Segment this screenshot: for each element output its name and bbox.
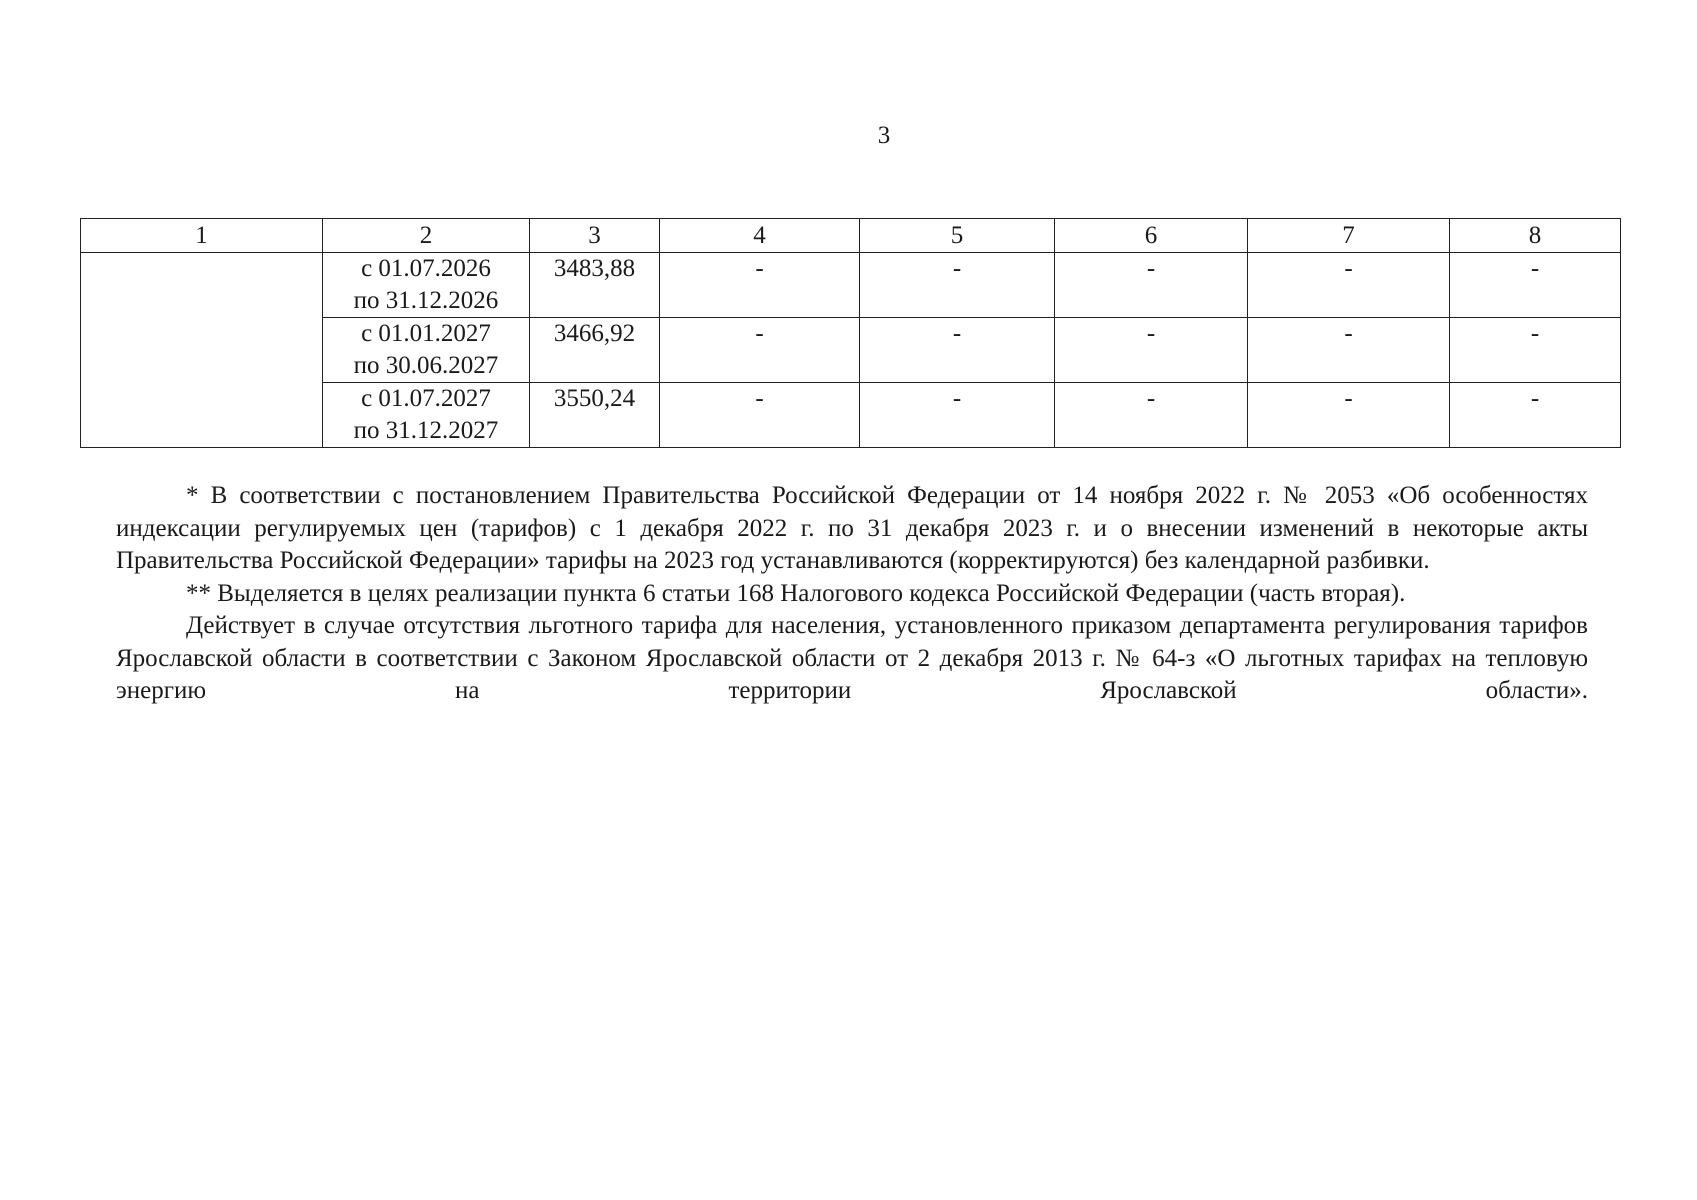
period-to: по 30.06.2027 [353, 352, 499, 379]
empty-value: - [660, 383, 860, 448]
empty-value: - [1248, 318, 1450, 383]
period-to: по 31.12.2026 [353, 287, 499, 314]
period-from: с 01.07.2026 [361, 255, 491, 282]
column-number-row [81, 219, 1621, 253]
column-number: 8 [1450, 219, 1621, 253]
empty-value: - [1450, 253, 1621, 318]
column-number: 4 [660, 219, 860, 253]
empty-value: - [1055, 253, 1248, 318]
period-cell [323, 318, 530, 383]
empty-value: - [1248, 383, 1450, 448]
empty-value: - [1248, 253, 1450, 318]
empty-group-cell [81, 253, 323, 448]
footnote-vat-2023: * В соответствии с постановлением Правительства Российской Федерации от 14 ноября 2022 г. № 2053 «Об особенностях индексации регулируемых цен (тарифов) с 1 декабря 2022 г. по 31 декабря 2023 г. и о внесении изменений в некоторые акты Правительства Российской Федерации» тарифы на 2023 год устанавливаются (корректируются) без календарной разбивки. [116, 482, 1588, 574]
table-row [81, 253, 1621, 318]
column-number: 6 [1055, 219, 1248, 253]
period-cell [323, 383, 530, 448]
period-from: с 01.07.2027 [361, 385, 491, 412]
tariff-table [80, 218, 1621, 448]
empty-value: - [1055, 383, 1248, 448]
empty-value: - [660, 318, 860, 383]
page-number: 3 [877, 122, 891, 149]
empty-value: - [860, 318, 1055, 383]
empty-value: - [1450, 383, 1621, 448]
column-number: 5 [860, 219, 1055, 253]
empty-value: - [860, 383, 1055, 448]
period-cell [323, 253, 530, 318]
tariff-value: 3550,24 [530, 383, 660, 448]
period-to: по 31.12.2027 [353, 417, 499, 444]
footnote-preferential-tariff: Действует в случае отсутствия льготного тарифа для населения, установленного приказом департамента регулирования тарифов Ярославской области в соответствии с Законом Ярославской области от 2 декабря 2013 г. № 64-з «О льготных тарифах на тепловую энергию на территории Ярославской области». [116, 612, 1588, 704]
tariff-value: 3466,92 [530, 318, 660, 383]
tariff-value: 3483,88 [530, 253, 660, 318]
column-number: 1 [81, 219, 323, 253]
empty-value: - [1055, 318, 1248, 383]
empty-value: - [860, 253, 1055, 318]
column-number: 3 [530, 219, 660, 253]
column-number: 2 [323, 219, 530, 253]
empty-value: - [660, 253, 860, 318]
footnotes [116, 480, 1588, 708]
empty-value: - [1450, 318, 1621, 383]
column-number: 7 [1248, 219, 1450, 253]
footnote-tax-code: ** Выделяется в целях реализации пункта 6 статьи 168 Налогового кодекса Российской Федерации (часть вторая). [186, 579, 1406, 607]
period-from: с 01.01.2027 [361, 320, 491, 347]
